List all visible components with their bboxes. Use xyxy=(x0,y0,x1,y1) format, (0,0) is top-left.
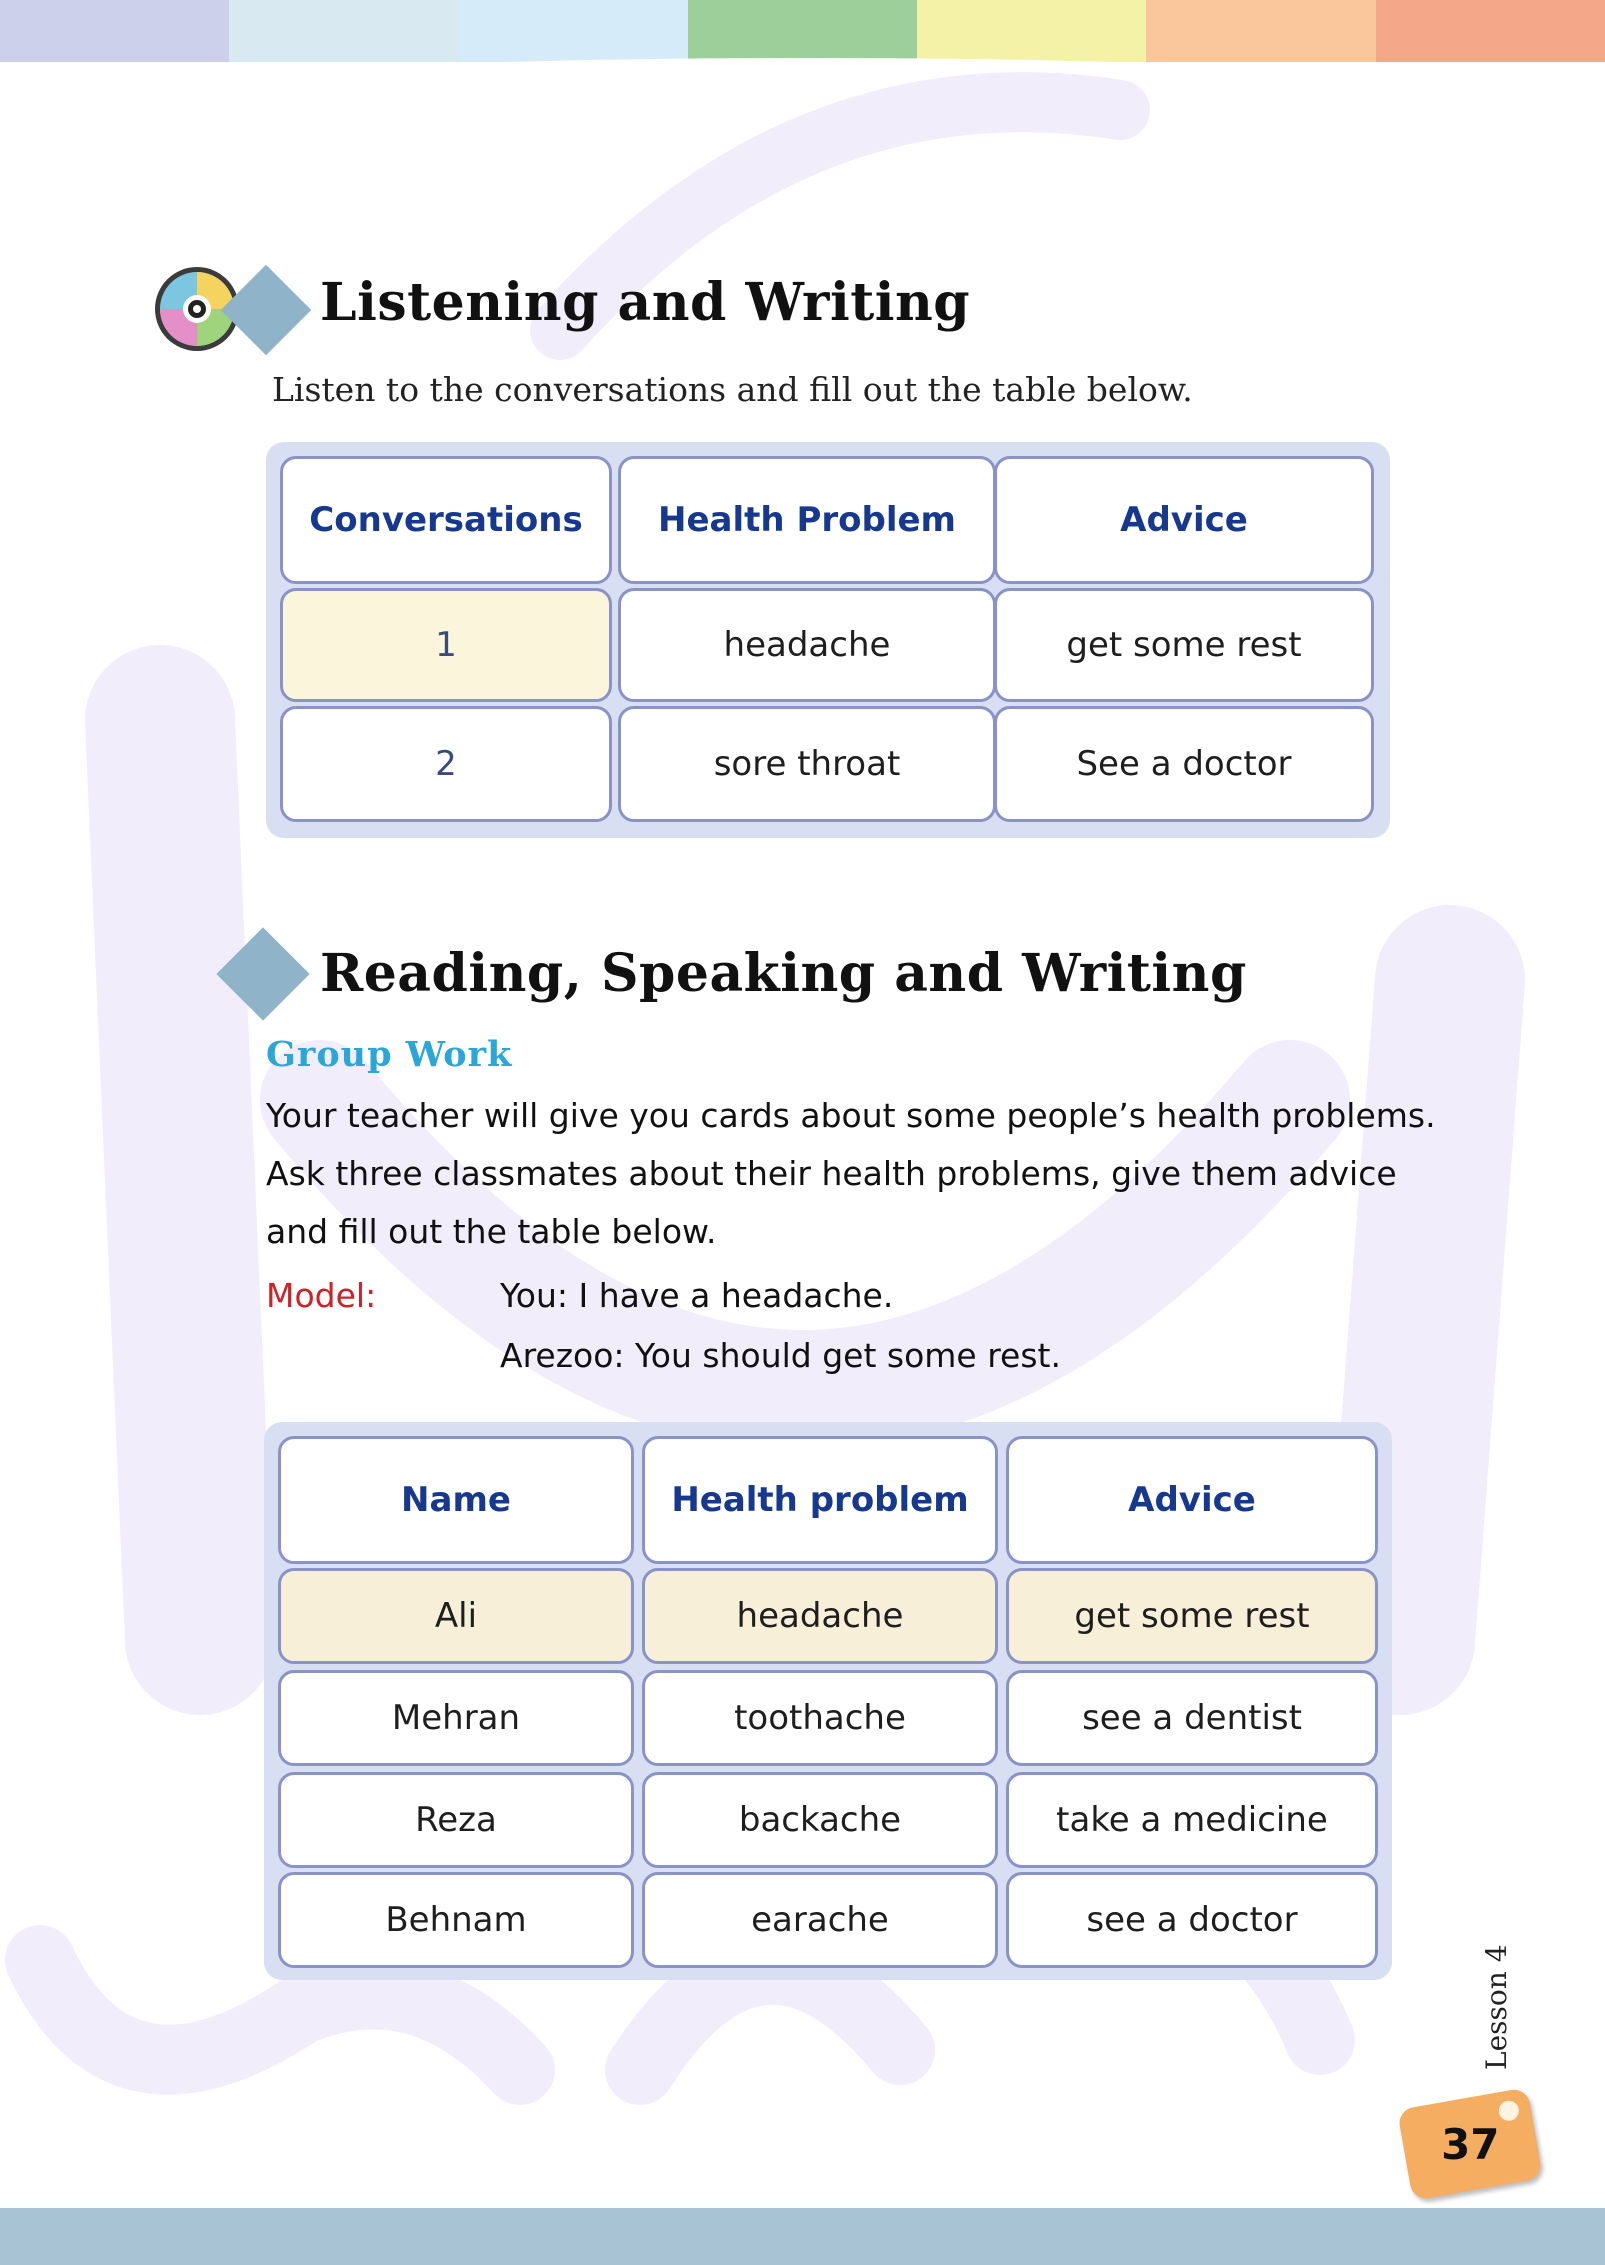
table-cell: headache xyxy=(642,1568,998,1664)
table-cell: toothache xyxy=(642,1670,998,1766)
model-line: Arezoo: You should get some rest. xyxy=(500,1336,1061,1375)
table-header-cell: Advice xyxy=(1006,1436,1378,1564)
strip-segment xyxy=(459,0,688,62)
table-cell: see a dentist xyxy=(1006,1670,1378,1766)
table-cell: take a medicine xyxy=(1006,1772,1378,1868)
model-line: You: I have a headache. xyxy=(500,1276,894,1315)
table-cell: earache xyxy=(642,1872,998,1968)
instruction-line: and fill out the table below. xyxy=(266,1212,717,1251)
model-label: Model: xyxy=(266,1276,377,1315)
table-cell: backache xyxy=(642,1772,998,1868)
table-cell: get some rest xyxy=(994,588,1374,702)
bottom-strip xyxy=(0,2208,1605,2265)
table-cell: 1 xyxy=(280,588,612,702)
table-cell: Reza xyxy=(278,1772,634,1868)
table-header-cell: Conversations xyxy=(280,456,612,584)
table-header-cell: Advice xyxy=(994,456,1374,584)
strip-segment xyxy=(229,0,458,62)
table-header-cell: Health Problem xyxy=(618,456,996,584)
table-cell: Mehran xyxy=(278,1670,634,1766)
group-work-label: Group Work xyxy=(266,1034,513,1075)
table-cell: sore throat xyxy=(618,706,996,822)
listening-title: Listening and Writing xyxy=(320,272,971,333)
instruction-line: Ask three classmates about their health problems, give them advice xyxy=(266,1154,1397,1193)
listening-table xyxy=(266,442,1390,838)
strip-segment xyxy=(1376,0,1605,62)
table-cell: See a doctor xyxy=(994,706,1374,822)
strip-segment xyxy=(1146,0,1375,62)
table-cell: Behnam xyxy=(278,1872,634,1968)
diamond-icon xyxy=(216,927,309,1020)
listening-instruction: Listen to the conversations and fill out the table below. xyxy=(272,370,1193,409)
table-cell: headache xyxy=(618,588,996,702)
table-cell: Ali xyxy=(278,1568,634,1664)
badge-dot xyxy=(1497,2099,1520,2122)
strip-segment xyxy=(0,0,229,62)
page-number: 37 xyxy=(1440,2119,1500,2169)
reading-title: Reading, Speaking and Writing xyxy=(320,943,1247,1004)
table-cell: see a doctor xyxy=(1006,1872,1378,1968)
table-cell: 2 xyxy=(280,706,612,822)
table-header-cell: Name xyxy=(278,1436,634,1564)
table-cell: get some rest xyxy=(1006,1568,1378,1664)
table-header-cell: Health problem xyxy=(642,1436,998,1564)
strip-segment xyxy=(917,0,1146,62)
lesson-label: Lesson 4 xyxy=(1480,1944,1513,2070)
reading-table xyxy=(264,1422,1392,1980)
strip-segment xyxy=(688,0,917,62)
page-number-badge xyxy=(1397,2087,1543,2201)
instruction-line: Your teacher will give you cards about some people’s health problems. xyxy=(266,1096,1436,1135)
